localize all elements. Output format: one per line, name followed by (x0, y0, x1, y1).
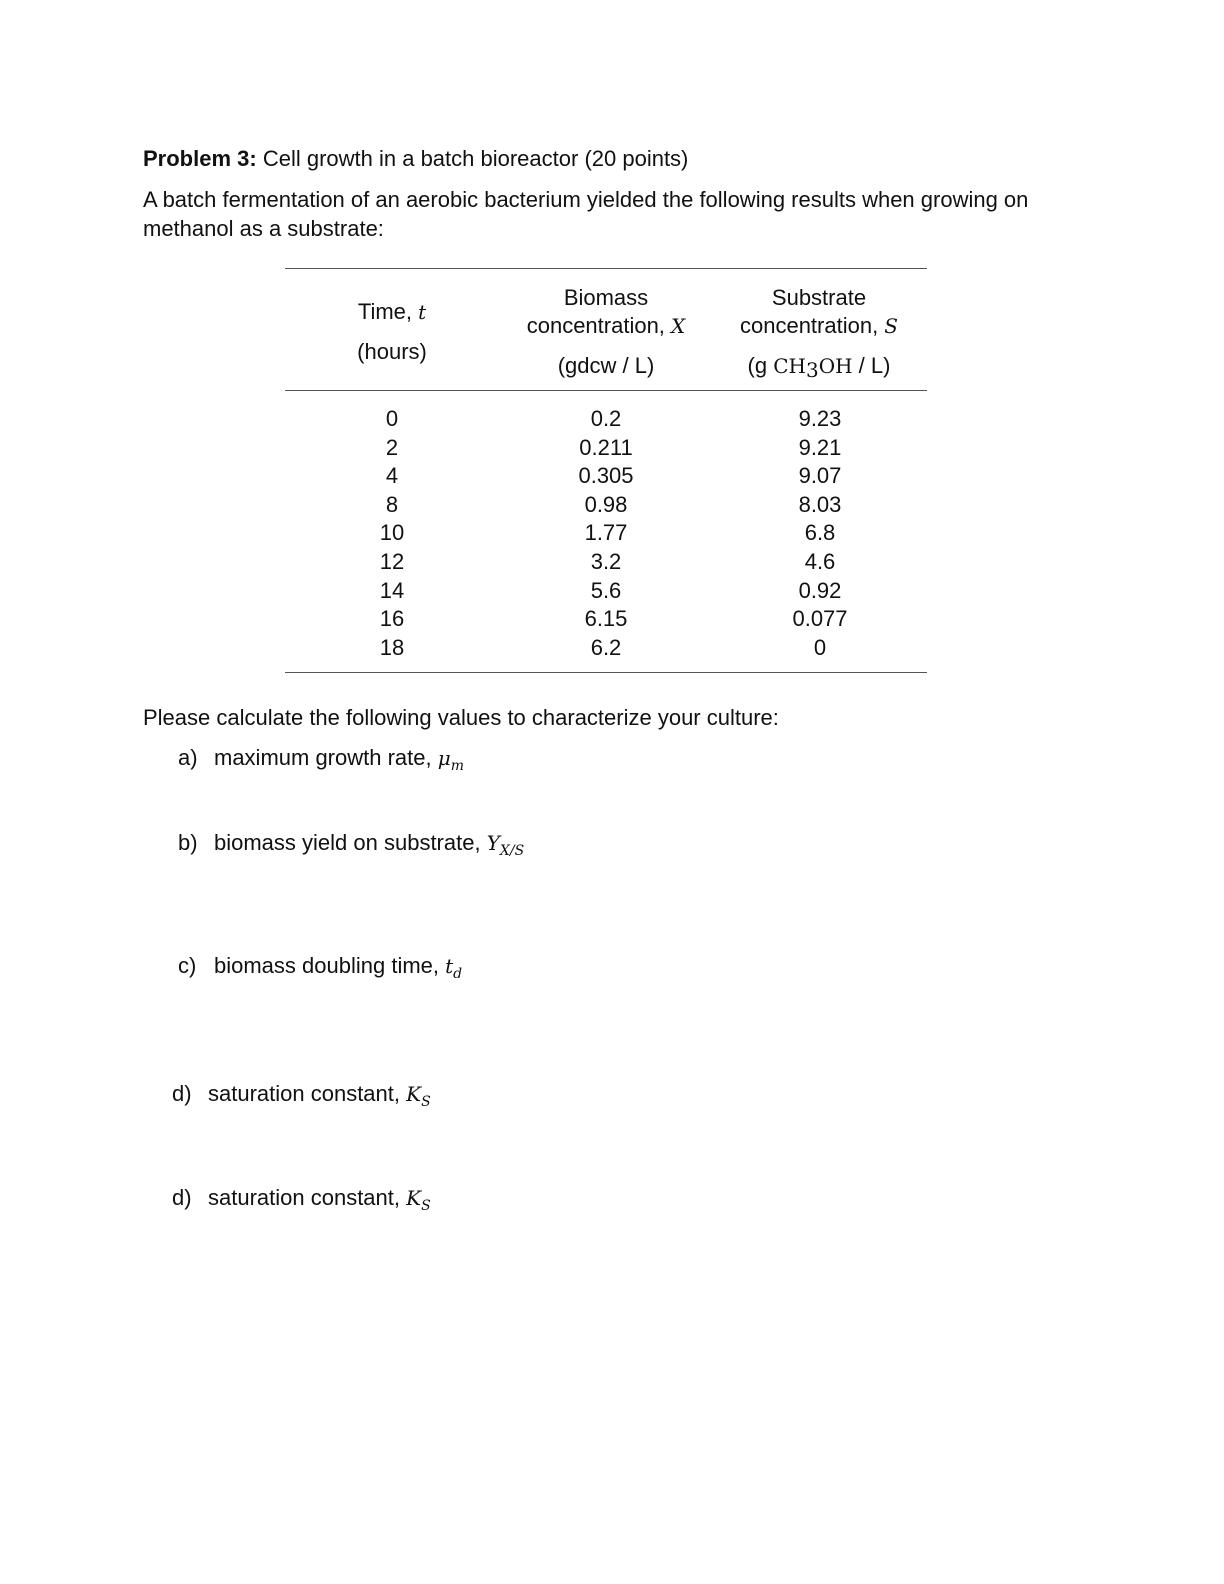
header-biomass-units: (gdcw / L) (557, 353, 655, 378)
header-time-symbol: t (418, 300, 427, 324)
question-subscript: X/S (499, 843, 525, 859)
question-subscript: d (453, 966, 463, 982)
question-symbol: K (406, 1186, 422, 1210)
table-cell: 0 (813, 634, 827, 660)
table-cell: 3.2 (590, 548, 622, 574)
table-cell: 0.211 (579, 434, 633, 460)
table-cell: 6.2 (590, 634, 622, 660)
question-text: maximum growth rate, (214, 745, 438, 770)
question-subscript: S (421, 1094, 431, 1110)
table-top-rule (285, 268, 927, 269)
header-biomass-line1: Biomass (563, 285, 649, 310)
table-cell: 10 (379, 520, 405, 546)
table-header-rule (285, 390, 927, 391)
table-cell: 4 (385, 463, 399, 489)
question-symbol: t (445, 954, 454, 978)
column-biomass (556, 405, 656, 662)
header-biomass (506, 284, 706, 380)
table-cell: 14 (379, 577, 405, 603)
table-cell: 0.077 (792, 606, 848, 632)
table-cell: 9.23 (798, 406, 842, 431)
question-symbol: K (406, 1082, 422, 1106)
table-cell: 9.07 (798, 463, 842, 489)
question-text: saturation constant, (208, 1081, 407, 1106)
table-cell: 0.92 (798, 577, 842, 603)
question-b (178, 829, 524, 857)
column-time (342, 405, 442, 662)
header-time (312, 298, 472, 366)
question-label: c) (178, 953, 197, 978)
table-cell: 1.77 (584, 520, 628, 546)
problem-title (143, 145, 688, 173)
table-cell: 0.2 (590, 406, 622, 431)
table-cell: 16 (379, 606, 405, 632)
question-text: saturation constant, (208, 1185, 407, 1210)
table-cell: 6.8 (804, 520, 836, 546)
table-cell: 0.305 (578, 463, 634, 489)
table-cell: 9.21 (798, 434, 842, 460)
question-d-first (172, 1080, 431, 1108)
question-text: biomass yield on substrate, (214, 830, 487, 855)
header-time-label: Time, (357, 299, 419, 324)
question-text: biomass doubling time, (214, 953, 446, 978)
header-substrate-symbol: S (884, 314, 898, 338)
question-label: b) (178, 830, 198, 855)
header-time-units: (hours) (357, 339, 427, 364)
column-substrate (770, 405, 870, 662)
question-d-second (172, 1184, 431, 1212)
question-a (178, 744, 464, 772)
table-cell: 4.6 (804, 548, 836, 574)
problem-title-text: Cell growth in a batch bioreactor (20 points) (262, 146, 689, 171)
question-symbol: μ (437, 746, 451, 770)
question-subscript: S (421, 1198, 431, 1214)
header-substrate (719, 284, 919, 380)
calculation-prompt: Please calculate the following values to characterize your culture: (143, 705, 779, 730)
question-subscript: m (450, 758, 465, 774)
header-biomass-symbol: X (671, 314, 686, 338)
problem-label: Problem 3: (143, 146, 257, 171)
question-symbol: Y (486, 831, 500, 855)
table-cell: 6.15 (584, 606, 628, 632)
header-substrate-units: (g $CH_3OH / L$) (747, 353, 891, 382)
question-c (178, 952, 462, 980)
table-cell: 0.98 (584, 491, 628, 517)
question-label: d) (172, 1185, 192, 1210)
question-label: a) (178, 745, 198, 770)
table-cell: 8 (385, 491, 399, 517)
table-cell: 18 (379, 634, 405, 660)
table-bottom-rule (285, 672, 927, 673)
header-substrate-line2: concentration, (739, 313, 885, 338)
table-cell: 2 (385, 434, 399, 460)
problem-intro: A batch fermentation of an aerobic bacterium yielded the following results when growing on methanol as a substrate: (143, 187, 1029, 241)
table-cell: 0 (385, 406, 399, 431)
question-label: d) (172, 1081, 192, 1106)
header-substrate-line1: Substrate (771, 285, 867, 310)
table-cell: 8.03 (798, 491, 842, 517)
header-biomass-line2: concentration, (526, 313, 672, 338)
table-cell: 12 (379, 548, 405, 574)
table-cell: 5.6 (590, 577, 622, 603)
